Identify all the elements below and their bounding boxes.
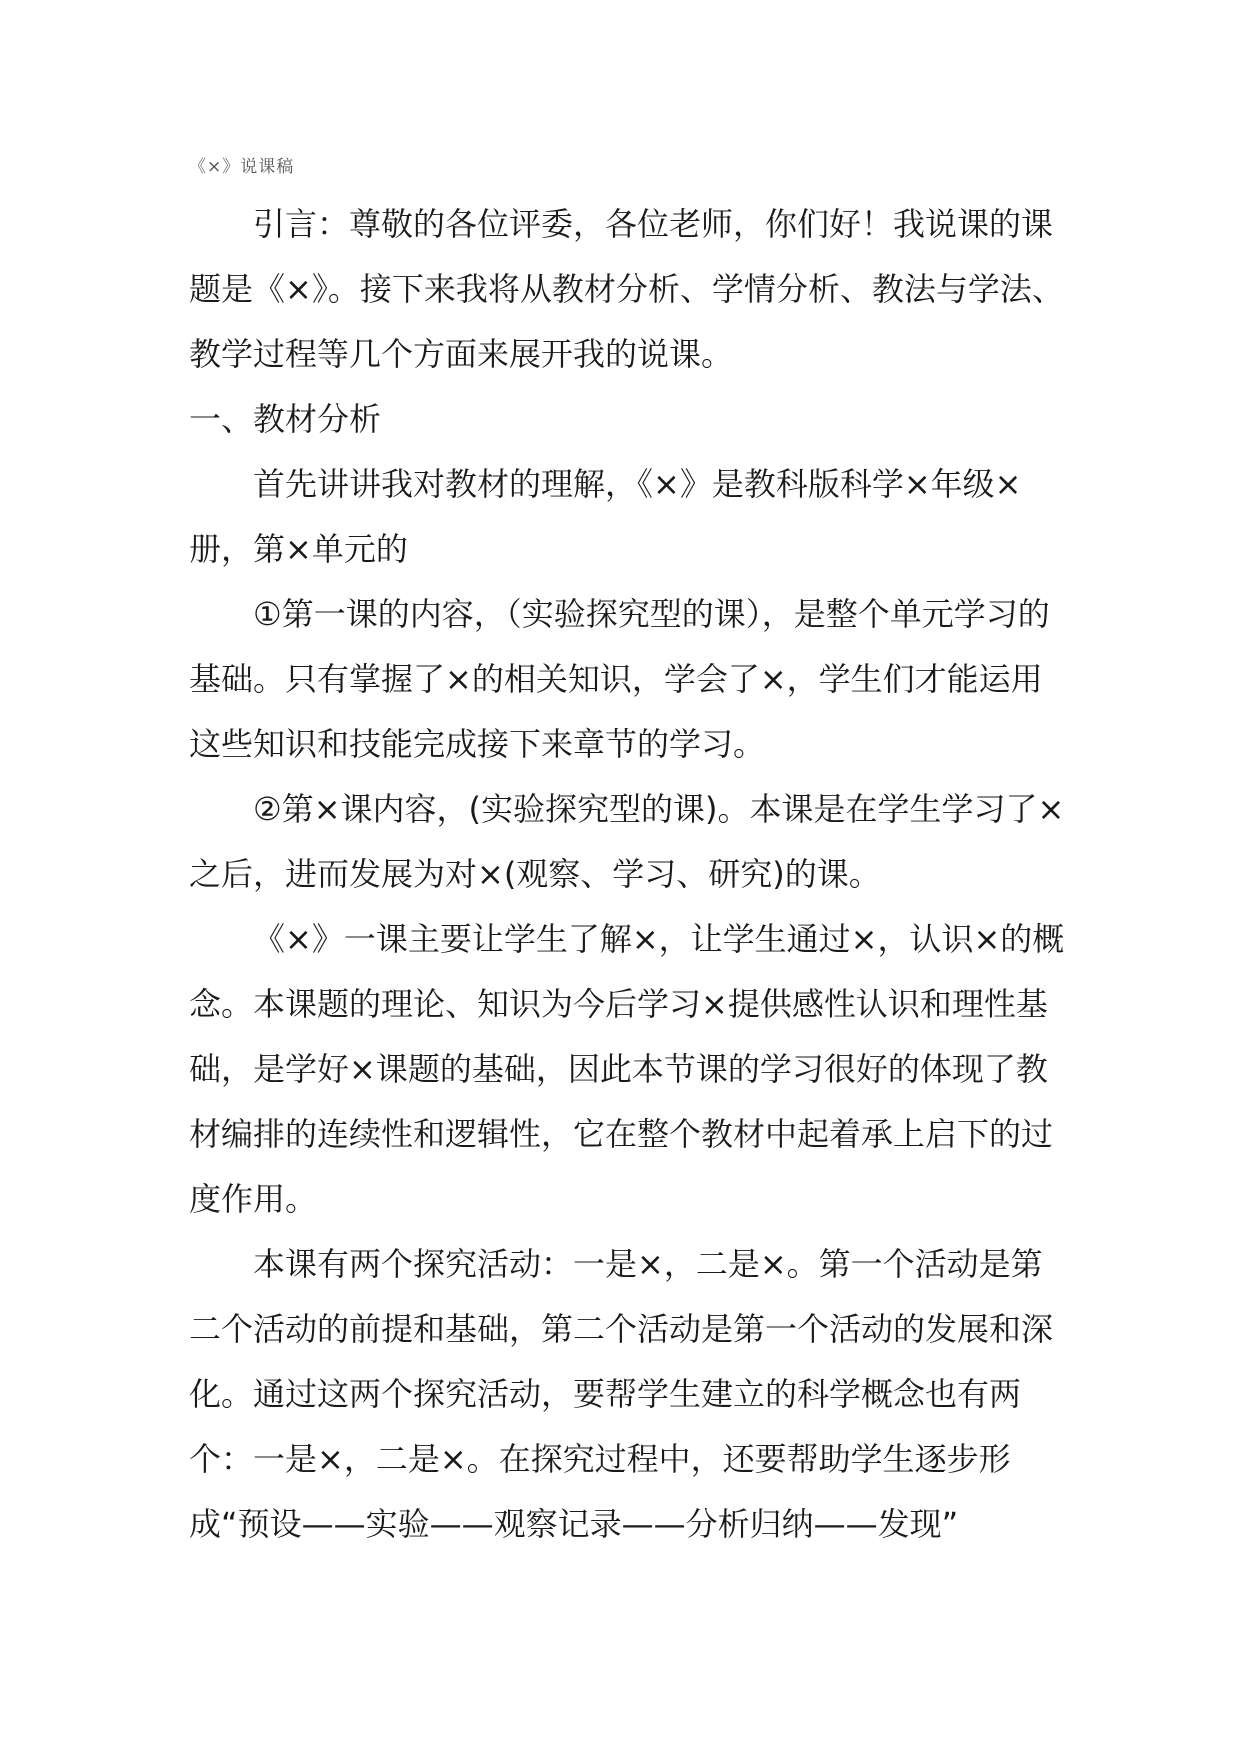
paragraph-lesson-one: ①第一课的内容，（实验探究型的课），是整个单元学习的基础。只有掌握了×的相关知识，学会了×，学生们才能运用这些知识和技能完成接下来章节的学习。 bbox=[189, 595, 1050, 763]
paragraph-inquiry-activities: 本课有两个探究活动：一是×，二是×。第一个活动是第二个活动的前提和基础，第二个活动是第一个活动的发展和深化。通过这两个探究活动，要帮学生建立的科学概念也有两个：一是×，二是×。在探究过程中，还要帮助学生逐步形成“预设——实验——观察记录——分析归纳——发现” bbox=[189, 1245, 1054, 1543]
paragraph-lesson-x: ②第×课内容，(实验探究型的课)。本课是在学生学习了×之后，进而发展为对×(观察、学习、研究)的课。 bbox=[189, 790, 1065, 893]
paragraph-textbook-understanding: 首先讲讲我对教材的理解，《×》是教科版科学×年级×册，第×单元的 bbox=[189, 465, 1022, 568]
section-heading-textbook-analysis: 一、教材分析 bbox=[189, 400, 382, 438]
document-header-note: 《×》说课稿 bbox=[189, 157, 295, 177]
document-body bbox=[189, 192, 1069, 1557]
paragraph-intro: 引言：尊敬的各位评委，各位老师，你们好！我说课的课题是《×》。接下来我将从教材分析、学情分析、教法与学法、教学过程等几个方面来展开我的说课。 bbox=[189, 205, 1064, 373]
paragraph-lesson-summary: 《×》一课主要让学生了解×，让学生通过×，认识×的概念。本课题的理论、知识为今后学习×提供感性认识和理性基础，是学好×课题的基础，因此本节课的学习很好的体现了教材编排的连续性和逻辑性，它在整个教材中起着承上启下的过度作用。 bbox=[189, 920, 1065, 1218]
